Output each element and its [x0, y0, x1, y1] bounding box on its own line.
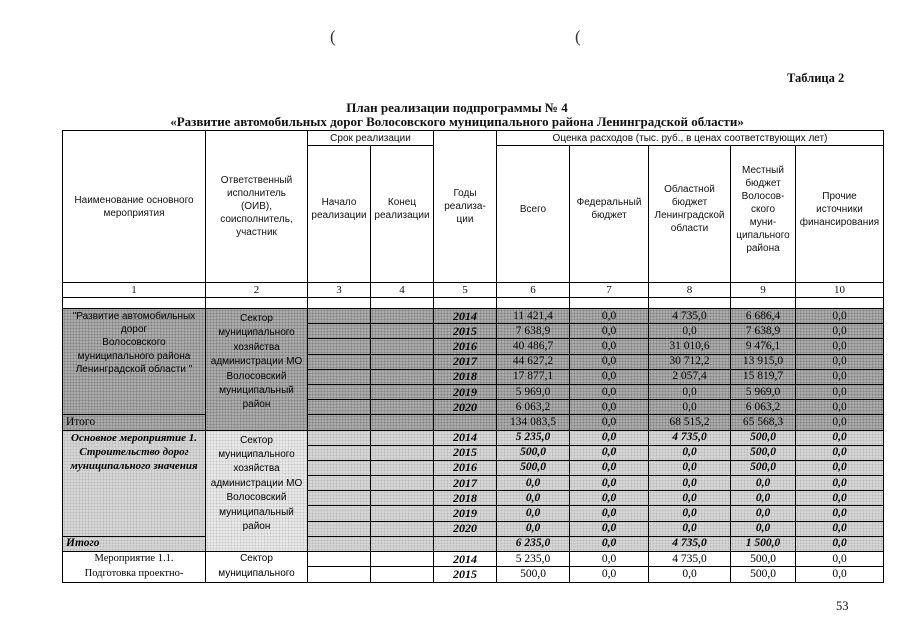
- other-cost-cell: 0,0: [796, 309, 884, 324]
- federal-cost-cell: 0,0: [570, 567, 649, 582]
- year-cell: 2019: [434, 384, 497, 399]
- total-cost-cell: 44 627,2: [497, 354, 570, 369]
- total-cost-cell: 0,0: [497, 491, 570, 506]
- activity-name-cell: Мероприятие 1.1. Подготовка проектно-: [63, 552, 206, 583]
- year-cell: [434, 536, 497, 551]
- start-cell: [308, 354, 371, 369]
- spacer-row: [63, 298, 884, 309]
- header-local: Местный бюджет Волосов- ского муни- ципального района: [731, 146, 796, 283]
- year-row-2014: [63, 552, 884, 567]
- total-cost-cell: 6 063,2: [497, 400, 570, 415]
- local-cost-cell: 0,0: [731, 506, 796, 521]
- column-number: 3: [308, 283, 371, 298]
- start-cell: [308, 552, 371, 567]
- local-cost-cell: 13 915,0: [731, 354, 796, 369]
- spacer-cell: [308, 298, 371, 309]
- local-cost-cell: 65 568,3: [731, 415, 796, 430]
- other-cost-cell: 0,0: [796, 400, 884, 415]
- end-cell: [371, 324, 434, 339]
- spacer-cell: [649, 298, 731, 309]
- local-cost-cell: 0,0: [731, 521, 796, 536]
- start-cell: [308, 339, 371, 354]
- scan-mark-left: (: [330, 27, 336, 46]
- federal-cost-cell: 0,0: [570, 415, 649, 430]
- start-cell: [308, 415, 371, 430]
- spacer-cell: [796, 298, 884, 309]
- local-cost-cell: 500,0: [731, 552, 796, 567]
- column-number: 1: [63, 283, 206, 298]
- year-cell: 2015: [434, 324, 497, 339]
- local-cost-cell: 7 638,9: [731, 324, 796, 339]
- start-cell: [308, 567, 371, 582]
- subprogram-section: [63, 309, 884, 431]
- year-cell: 2020: [434, 521, 497, 536]
- local-cost-cell: 500,0: [731, 567, 796, 582]
- total-cost-cell: 5 235,0: [497, 430, 570, 445]
- end-cell: [371, 384, 434, 399]
- regional-cost-cell: 68 515,2: [649, 415, 731, 430]
- total-label-cell: Итого: [63, 536, 206, 551]
- year-cell: 2016: [434, 460, 497, 475]
- document-subtitle: «Развитие автомобильных дорог Волосовского муниципального района Ленинградской области»: [170, 114, 744, 129]
- local-cost-cell: 0,0: [731, 476, 796, 491]
- regional-cost-cell: 4 735,0: [649, 552, 731, 567]
- year-cell: 2019: [434, 506, 497, 521]
- total-row: [63, 536, 884, 551]
- table-label: Таблица 2: [787, 71, 845, 85]
- header-end: Конец реализации: [371, 146, 434, 283]
- header-other: Прочие источники финансирования: [796, 146, 884, 283]
- total-row: [63, 415, 884, 430]
- federal-cost-cell: 0,0: [570, 536, 649, 551]
- start-cell: [308, 324, 371, 339]
- federal-cost-cell: 0,0: [570, 460, 649, 475]
- regional-cost-cell: 2 057,4: [649, 369, 731, 384]
- executor-cell: Сектор муниципального хозяйства администрации МО Волосовский муниципальный район: [206, 309, 308, 431]
- total-cost-cell: 5 235,0: [497, 552, 570, 567]
- page-number: 53: [836, 599, 849, 613]
- column-number: 7: [570, 283, 649, 298]
- spacer-cell: [371, 298, 434, 309]
- implementation-plan-table: [62, 130, 884, 583]
- header-total: Всего: [497, 146, 570, 283]
- end-cell: [371, 536, 434, 551]
- regional-cost-cell: 31 010,6: [649, 339, 731, 354]
- other-cost-cell: 0,0: [796, 445, 884, 460]
- header-activity-name: Наименование основного мероприятия: [63, 131, 206, 283]
- column-number: 8: [649, 283, 731, 298]
- executor-cell: Сектор муниципального: [206, 552, 308, 583]
- total-cost-cell: 0,0: [497, 521, 570, 536]
- total-cost-cell: 500,0: [497, 567, 570, 582]
- local-cost-cell: 500,0: [731, 460, 796, 475]
- executor-cell: Сектор муниципального хозяйства администрации МО Волосовский муниципальный район: [206, 430, 308, 552]
- year-cell: 2014: [434, 430, 497, 445]
- header-term-group: Срок реализации: [308, 131, 434, 146]
- end-cell: [371, 567, 434, 582]
- regional-cost-cell: 0,0: [649, 384, 731, 399]
- total-cost-cell: 500,0: [497, 445, 570, 460]
- header-regional: Областной бюджет Ленинградской области: [649, 146, 731, 283]
- spacer-cell: [497, 298, 570, 309]
- regional-cost-cell: 0,0: [649, 521, 731, 536]
- regional-cost-cell: 0,0: [649, 445, 731, 460]
- local-cost-cell: 1 500,0: [731, 536, 796, 551]
- end-cell: [371, 309, 434, 324]
- table-header: [63, 131, 884, 309]
- start-cell: [308, 400, 371, 415]
- total-cost-cell: 7 638,9: [497, 324, 570, 339]
- other-cost-cell: 0,0: [796, 354, 884, 369]
- scan-mark-right: (: [575, 27, 581, 46]
- activity-section: [63, 552, 884, 583]
- local-cost-cell: 6 686,4: [731, 309, 796, 324]
- end-cell: [371, 460, 434, 475]
- federal-cost-cell: 0,0: [570, 354, 649, 369]
- column-number: 10: [796, 283, 884, 298]
- regional-cost-cell: 0,0: [649, 506, 731, 521]
- total-cost-cell: 0,0: [497, 506, 570, 521]
- regional-cost-cell: 4 735,0: [649, 430, 731, 445]
- header-start: Начало реализации: [308, 146, 371, 283]
- other-cost-cell: 0,0: [796, 506, 884, 521]
- total-cost-cell: 17 877,1: [497, 369, 570, 384]
- year-cell: 2017: [434, 354, 497, 369]
- start-cell: [308, 506, 371, 521]
- federal-cost-cell: 0,0: [570, 384, 649, 399]
- total-cost-cell: 40 486,7: [497, 339, 570, 354]
- federal-cost-cell: 0,0: [570, 400, 649, 415]
- spacer-cell: [731, 298, 796, 309]
- federal-cost-cell: 0,0: [570, 521, 649, 536]
- local-cost-cell: 500,0: [731, 445, 796, 460]
- federal-cost-cell: 0,0: [570, 309, 649, 324]
- total-cost-cell: 6 235,0: [497, 536, 570, 551]
- header-federal: Федеральный бюджет: [570, 146, 649, 283]
- total-cost-cell: 134 083,5: [497, 415, 570, 430]
- regional-cost-cell: 4 735,0: [649, 309, 731, 324]
- total-cost-cell: 11 421,4: [497, 309, 570, 324]
- regional-cost-cell: 0,0: [649, 460, 731, 475]
- year-cell: 2014: [434, 552, 497, 567]
- federal-cost-cell: 0,0: [570, 491, 649, 506]
- local-cost-cell: 6 063,2: [731, 400, 796, 415]
- header-executor: Ответственный исполнитель (ОИВ), соисполнитель, участник: [206, 131, 308, 283]
- end-cell: [371, 354, 434, 369]
- document-title: План реализации подпрограммы № 4: [346, 100, 568, 115]
- year-cell: 2020: [434, 400, 497, 415]
- other-cost-cell: 0,0: [796, 339, 884, 354]
- federal-cost-cell: 0,0: [570, 506, 649, 521]
- column-number: 4: [371, 283, 434, 298]
- local-cost-cell: 5 969,0: [731, 384, 796, 399]
- column-number: 9: [731, 283, 796, 298]
- regional-cost-cell: 30 712,2: [649, 354, 731, 369]
- federal-cost-cell: 0,0: [570, 552, 649, 567]
- federal-cost-cell: 0,0: [570, 476, 649, 491]
- other-cost-cell: 0,0: [796, 384, 884, 399]
- start-cell: [308, 476, 371, 491]
- total-cost-cell: 5 969,0: [497, 384, 570, 399]
- end-cell: [371, 430, 434, 445]
- activity-name-cell: "Развитие автомобильных дорог Волосовского муниципального района Ленинградской области ": [63, 309, 206, 415]
- other-cost-cell: 0,0: [796, 460, 884, 475]
- federal-cost-cell: 0,0: [570, 339, 649, 354]
- local-cost-cell: 15 819,7: [731, 369, 796, 384]
- start-cell: [308, 430, 371, 445]
- spacer-cell: [206, 298, 308, 309]
- regional-cost-cell: 0,0: [649, 400, 731, 415]
- total-cost-cell: 0,0: [497, 476, 570, 491]
- other-cost-cell: 0,0: [796, 521, 884, 536]
- other-cost-cell: 0,0: [796, 536, 884, 551]
- federal-cost-cell: 0,0: [570, 324, 649, 339]
- regional-cost-cell: 0,0: [649, 476, 731, 491]
- regional-cost-cell: 0,0: [649, 567, 731, 582]
- end-cell: [371, 552, 434, 567]
- other-cost-cell: 0,0: [796, 491, 884, 506]
- spacer-cell: [570, 298, 649, 309]
- local-cost-cell: 9 476,1: [731, 339, 796, 354]
- end-cell: [371, 445, 434, 460]
- spacer-cell: [434, 298, 497, 309]
- column-number: 2: [206, 283, 308, 298]
- end-cell: [371, 369, 434, 384]
- local-cost-cell: 500,0: [731, 430, 796, 445]
- other-cost-cell: 0,0: [796, 476, 884, 491]
- start-cell: [308, 309, 371, 324]
- year-cell: 2018: [434, 369, 497, 384]
- local-cost-cell: 0,0: [731, 491, 796, 506]
- year-row-2014: [63, 430, 884, 445]
- activity-name-cell: Основное мероприятие 1. Строительство дорог муниципального значения: [63, 430, 206, 536]
- header-row-groups: [63, 131, 884, 146]
- federal-cost-cell: 0,0: [570, 445, 649, 460]
- spacer-cell: [63, 298, 206, 309]
- year-cell: 2018: [434, 491, 497, 506]
- column-number: 6: [497, 283, 570, 298]
- year-row-2014: [63, 309, 884, 324]
- end-cell: [371, 521, 434, 536]
- other-cost-cell: 0,0: [796, 430, 884, 445]
- other-cost-cell: 0,0: [796, 415, 884, 430]
- other-cost-cell: 0,0: [796, 552, 884, 567]
- end-cell: [371, 339, 434, 354]
- header-years: Годы реализа- ции: [434, 131, 497, 283]
- year-cell: 2015: [434, 567, 497, 582]
- end-cell: [371, 506, 434, 521]
- regional-cost-cell: 0,0: [649, 491, 731, 506]
- start-cell: [308, 445, 371, 460]
- header-costs-group: Оценка расходов (тыс. руб., в ценах соответствующих лет): [497, 131, 884, 146]
- year-cell: [434, 415, 497, 430]
- year-cell: 2017: [434, 476, 497, 491]
- total-cost-cell: 500,0: [497, 460, 570, 475]
- end-cell: [371, 491, 434, 506]
- header-row-numbers: [63, 283, 884, 298]
- other-cost-cell: 0,0: [796, 567, 884, 582]
- other-cost-cell: 0,0: [796, 369, 884, 384]
- year-cell: 2016: [434, 339, 497, 354]
- start-cell: [308, 521, 371, 536]
- year-cell: 2015: [434, 445, 497, 460]
- end-cell: [371, 415, 434, 430]
- regional-cost-cell: 0,0: [649, 324, 731, 339]
- federal-cost-cell: 0,0: [570, 430, 649, 445]
- start-cell: [308, 384, 371, 399]
- end-cell: [371, 476, 434, 491]
- federal-cost-cell: 0,0: [570, 369, 649, 384]
- total-label-cell: Итого: [63, 415, 206, 430]
- column-number: 5: [434, 283, 497, 298]
- main-activity-section: [63, 430, 884, 552]
- start-cell: [308, 369, 371, 384]
- start-cell: [308, 460, 371, 475]
- regional-cost-cell: 4 735,0: [649, 536, 731, 551]
- end-cell: [371, 400, 434, 415]
- year-cell: 2014: [434, 309, 497, 324]
- start-cell: [308, 536, 371, 551]
- start-cell: [308, 491, 371, 506]
- other-cost-cell: 0,0: [796, 324, 884, 339]
